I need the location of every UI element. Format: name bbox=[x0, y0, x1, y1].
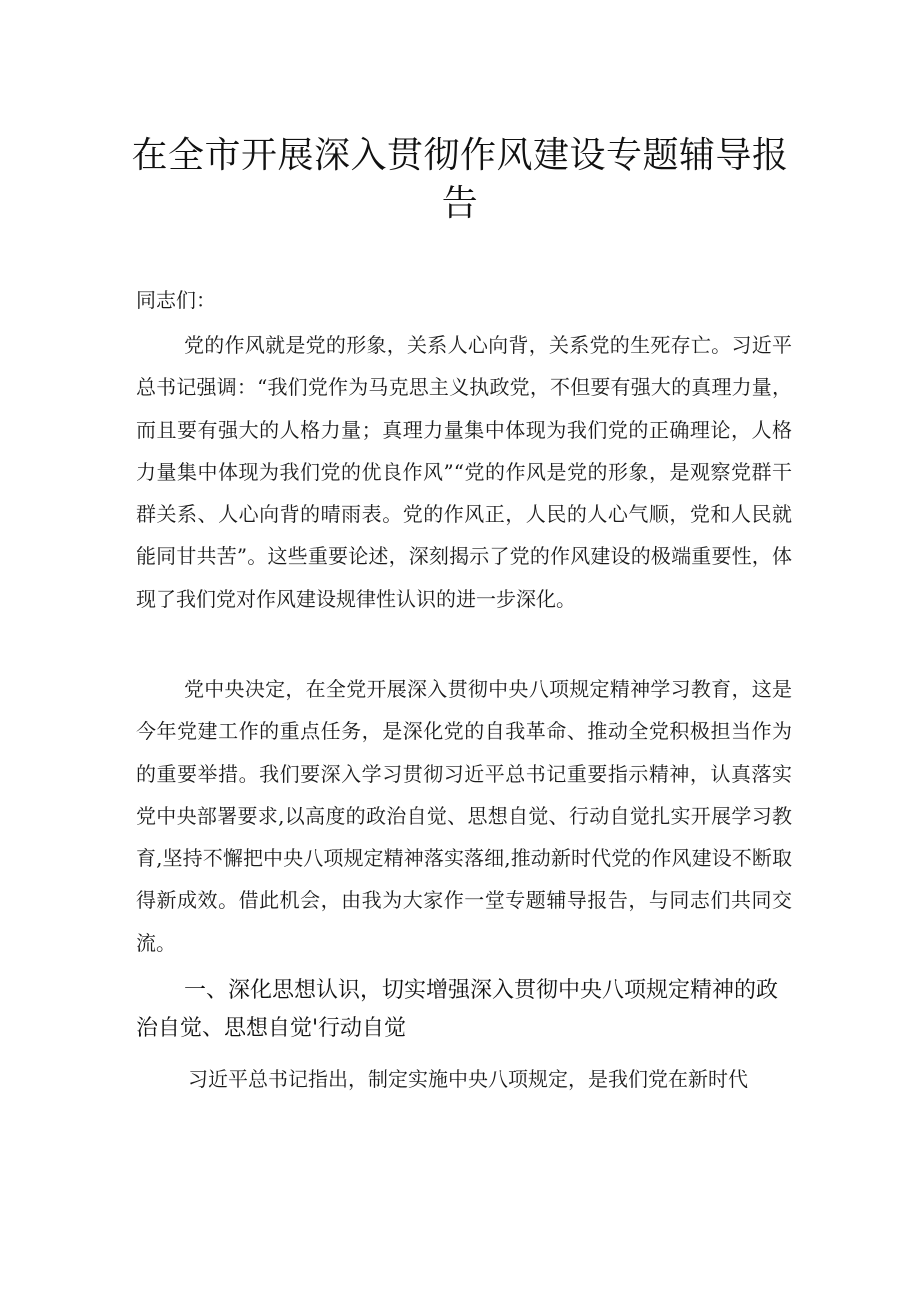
section-heading: 一、深化思想认识，切实增强深入贯彻中央八项规定精神的政治自觉、思想自觉'行动自觉 bbox=[136, 978, 779, 1041]
body-paragraph: 党的作风就是党的形象，关系人心向背，关系党的生死存亡。习近平总书记强调：“我们党作为马克思主义执政党，不但要有强大的真理力量，而且要有强大的人格力量；真理力量集中体现为我们党的正确理论，人格力量集中体现为我们党的优良作风”“党的作风是党的形象，是观察党群干群关系、人心向背的晴雨表。党的作风正，人民的人心气顺，党和人民就能同甘共苦”。这些重要论述，深刻揭示了党的作风建设的极端重要性，体现了我们党对作风建设规律性认识的进一步深化。 bbox=[136, 333, 792, 611]
document-title: 在全市开展深入贯彻作风建设专题辅导报告 bbox=[131, 135, 789, 224]
salutation: 同志们： bbox=[136, 288, 216, 312]
body-paragraph: 党中央决定，在全党开展深入贯彻中央八项规定精神学习教育，这是今年党建工作的重点任务，是深化党的自我革命、推动全党积极担当作为的重要举措。我们要深入学习贯彻习近平总书记重要指示精神，认真落实党中央部署要求,以高度的政治自觉、思想自觉、行动自觉扎实开展学习教育,坚持不懈把中央八项规定精神落实落细,推动新时代党的作风建设不断取得新成效。借此机会，由我为大家作一堂专题辅导报告，与同志们共同交流。 bbox=[136, 677, 792, 955]
section-paragraph: 习近平总书记指出，制定实施中央八项规定，是我们党在新时代 bbox=[188, 1067, 748, 1091]
